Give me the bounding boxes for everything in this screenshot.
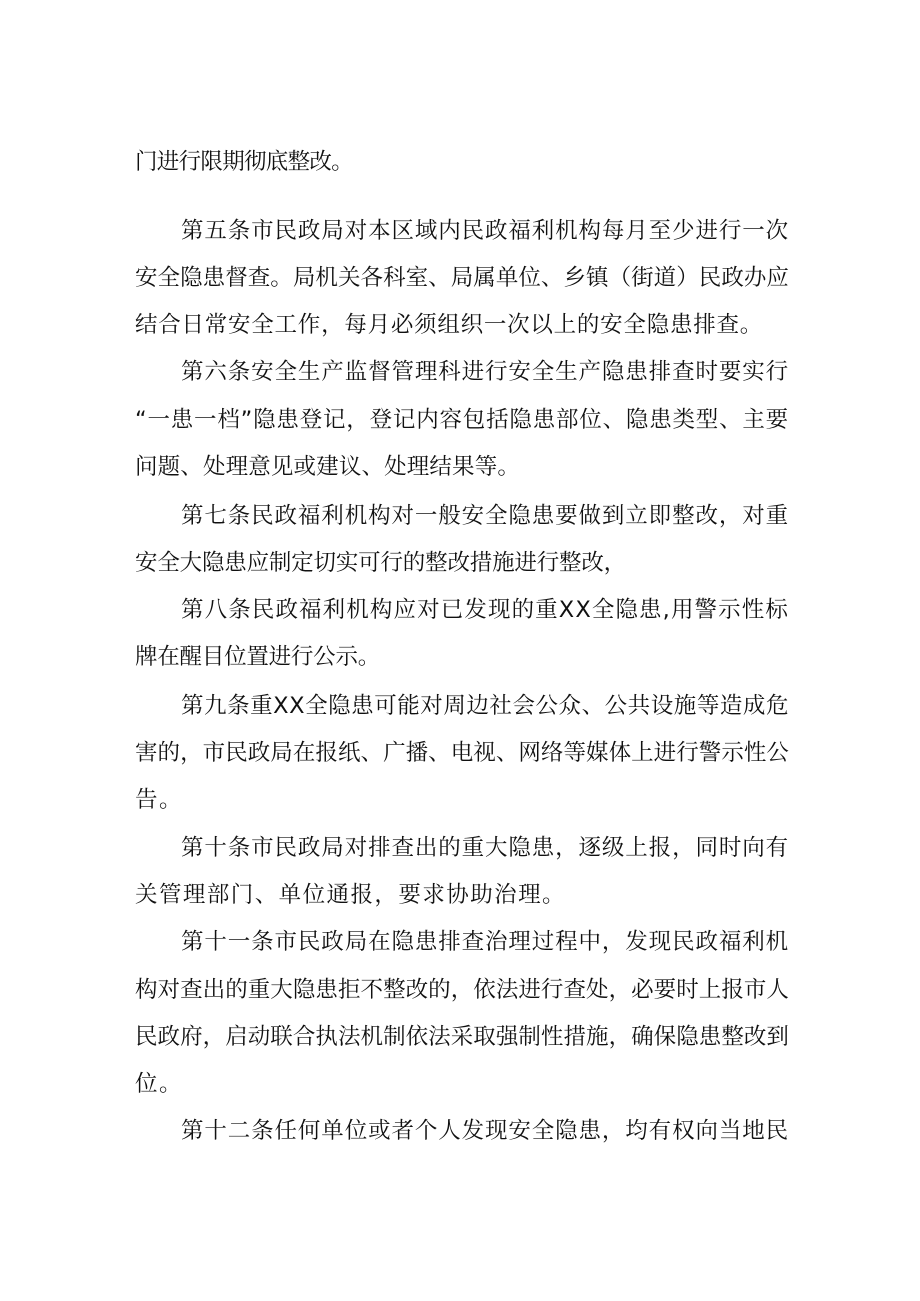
text-line: 牌在醒目位置进行公示。: [135, 644, 380, 670]
text-line: 第十条市民政局对排查出的重大隐患，逐级上报，同时向有: [181, 835, 789, 861]
text-line: 第六条安全生产监督管理科进行安全生产隐患排查时要实行: [181, 359, 789, 385]
text-line: 门进行限期彻底整改。: [135, 149, 353, 175]
text-line: 民政府，启动联合执法机制依法采取强制性措施，确保隐患整改到: [135, 1024, 789, 1050]
text-line: 问题、处理意见或建议、处理结果等。: [135, 454, 520, 480]
text-line: 安全隐患督查。局机关各科室、局属单位、乡镇（街道）民政办应: [135, 265, 789, 291]
text-line: 位。: [135, 1071, 183, 1097]
text-line: 构对查出的重大隐患拒不整改的，依法进行查处，必要时上报市人: [135, 977, 789, 1003]
text-line: 结合日常安全工作，每月必须组织一次以上的安全隐患排查。: [135, 312, 763, 338]
text-line: 第八条民政福利机构应对已发现的重XX全隐患,用警示性标: [181, 597, 789, 623]
text-line: “一患一档”隐患登记，登记内容包括隐患部位、隐患类型、主要: [135, 407, 789, 433]
text-line: 第十一条市民政局在隐患排查治理过程中，发现民政福利机: [181, 929, 789, 955]
text-line: 第七条民政福利机构对一般安全隐患要做到立即整改，对重: [181, 503, 789, 529]
text-line: 第九条重XX全隐患可能对周边社会公众、公共设施等造成危: [181, 693, 789, 719]
text-line: 安全大隐患应制定切实可行的整改措施进行整改，: [135, 550, 626, 576]
text-line: 害的，市民政局在报纸、广播、电视、网络等媒体上进行警示性公: [135, 740, 789, 766]
text-line: 第五条市民政局对本区域内民政福利机构每月至少进行一次: [181, 218, 789, 244]
text-line: 第十二条任何单位或者个人发现安全隐患，均有权向当地民: [181, 1118, 789, 1144]
text-line: 关管理部门、单位通报，要求协助治理。: [135, 882, 566, 908]
text-line: 告。: [135, 787, 183, 813]
